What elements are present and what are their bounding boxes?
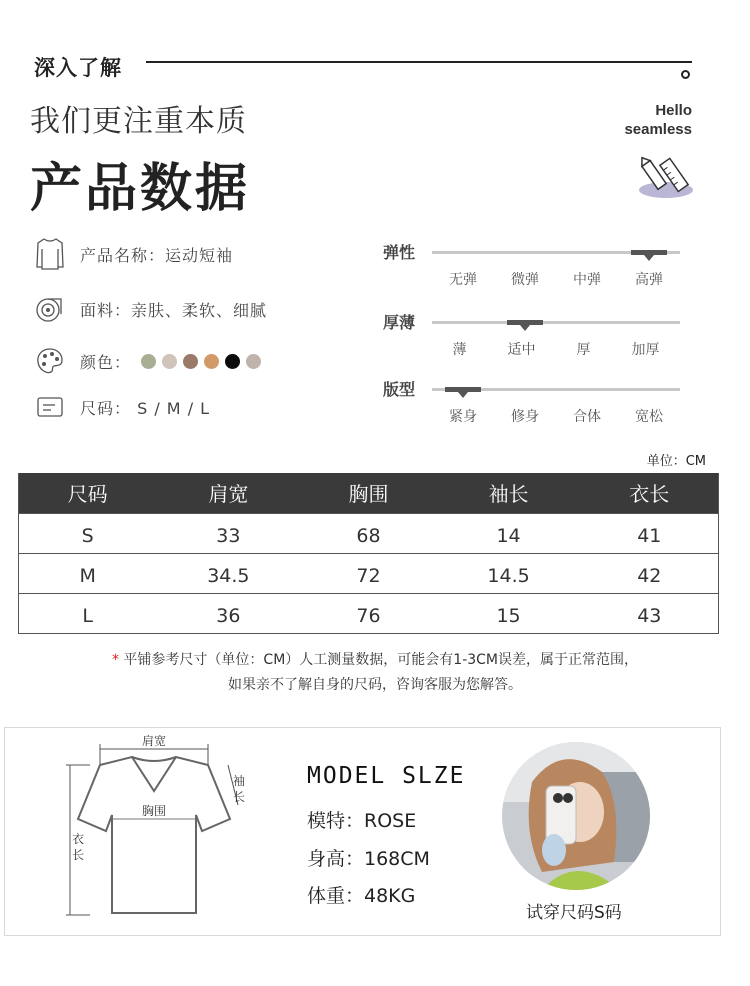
table-cell: 76 [300, 593, 436, 633]
note-line-1-text: 平铺参考尺寸（单位：CM）人工测量数据，可能会有1-3CM误差，属于正常范围， [118, 652, 639, 668]
note-line-1 [0, 648, 750, 673]
size-tag-icon [34, 391, 66, 423]
table-header-cell: 胸围 [300, 473, 436, 513]
scale-option: 无弹 [449, 272, 477, 288]
scale-pointer-icon [520, 325, 530, 331]
scale-options [432, 406, 680, 426]
scale-option: 宽松 [635, 409, 663, 425]
table-row [19, 553, 719, 593]
hello-line-2: seamless [624, 121, 692, 138]
product-name-text: 产品名称：运动短袖 [80, 245, 234, 265]
scale-option: 薄 [452, 342, 467, 358]
table-cell: 43 [581, 593, 719, 633]
info-colors [34, 343, 267, 379]
info-fabric [34, 291, 267, 327]
scale-options [432, 269, 680, 289]
note-star: * [111, 652, 119, 668]
color-swatch [141, 354, 156, 369]
scale-label: 版型 [383, 380, 416, 399]
diagram-chest-label: 胸围 [141, 804, 167, 818]
table-header-cell: 尺码 [19, 473, 157, 513]
table-header-row [19, 473, 719, 513]
scale-option: 高弹 [635, 272, 663, 288]
table-cell: 72 [300, 553, 436, 593]
color-swatch [246, 354, 261, 369]
scale-option: 厚 [576, 342, 591, 358]
ruler-pencil-icon [636, 152, 696, 200]
model-weight: 体重：48KG [307, 885, 416, 907]
measurement-note [0, 648, 750, 698]
table-cell: L [19, 593, 157, 633]
table-cell: 14.5 [437, 553, 581, 593]
shirt-measure-diagram [60, 735, 250, 925]
scale-option: 中弹 [573, 272, 601, 288]
size-table [18, 473, 719, 634]
color-label: 颜色： [80, 352, 132, 372]
table-header-cell: 衣长 [581, 473, 719, 513]
info-size [34, 389, 210, 425]
diagram-shoulder-label: 肩宽 [141, 735, 167, 748]
diagram-length-label: 衣长 [72, 832, 85, 862]
hello-tagline [624, 101, 692, 139]
kicker-divider [146, 61, 692, 63]
table-cell: M [19, 553, 157, 593]
scale-option: 微弹 [511, 272, 539, 288]
table-header-cell: 袖长 [437, 473, 581, 513]
diagram-sleeve-label: 袖长 [233, 774, 246, 804]
note-line-2: 如果亲不了解自身的尺码，咨询客服为您解答。 [228, 677, 522, 693]
scale-option: 适中 [507, 342, 536, 358]
scale-options [432, 339, 680, 359]
table-row [19, 513, 719, 553]
size-text: 尺码： S / M / L [80, 398, 211, 418]
table-cell: 41 [581, 513, 719, 553]
table-cell: 33 [156, 513, 300, 553]
kicker-dot-icon [681, 70, 690, 79]
color-swatch [162, 354, 177, 369]
fabric-text: 面料：亲肤、柔软、细腻 [80, 300, 268, 320]
model-size-caption: 试穿尺码S码 [526, 903, 622, 923]
model-size-title: MODEL SLZE [307, 763, 466, 789]
table-cell: 42 [581, 553, 719, 593]
page-subtitle: 我们更注重本质 [30, 104, 247, 139]
table-cell: S [19, 513, 157, 553]
hello-line-1: Hello [655, 102, 692, 119]
color-swatch [183, 354, 198, 369]
table-cell: 14 [437, 513, 581, 553]
color-swatch [225, 354, 240, 369]
info-product-name [34, 236, 233, 272]
scale-label: 厚薄 [383, 313, 416, 332]
model-name: 模特：ROSE [307, 810, 417, 832]
scale-option: 合体 [573, 409, 601, 425]
scale-label: 弹性 [383, 243, 416, 262]
section-kicker: 深入了解 [34, 56, 122, 80]
scale-track [432, 321, 680, 324]
page-title: 产品数据 [30, 159, 251, 219]
table-cell: 36 [156, 593, 300, 633]
scale-pointer-icon [644, 255, 654, 261]
scale-option: 修身 [511, 409, 539, 425]
palette-icon [34, 345, 66, 377]
model-photo [502, 742, 650, 890]
fabric-roll-icon [34, 293, 66, 325]
scale-pointer-icon [458, 392, 468, 398]
unit-label: 单位：CM [646, 454, 706, 469]
scale-option: 加厚 [631, 342, 660, 358]
color-swatches [141, 354, 267, 369]
table-cell: 15 [437, 593, 581, 633]
table-cell: 34.5 [156, 553, 300, 593]
color-swatch [204, 354, 219, 369]
shirt-outline-icon [34, 238, 66, 270]
table-cell: 68 [300, 513, 436, 553]
table-row [19, 593, 719, 633]
scale-option: 紧身 [449, 409, 477, 425]
table-header-cell: 肩宽 [156, 473, 300, 513]
model-height: 身高：168CM [307, 848, 430, 870]
